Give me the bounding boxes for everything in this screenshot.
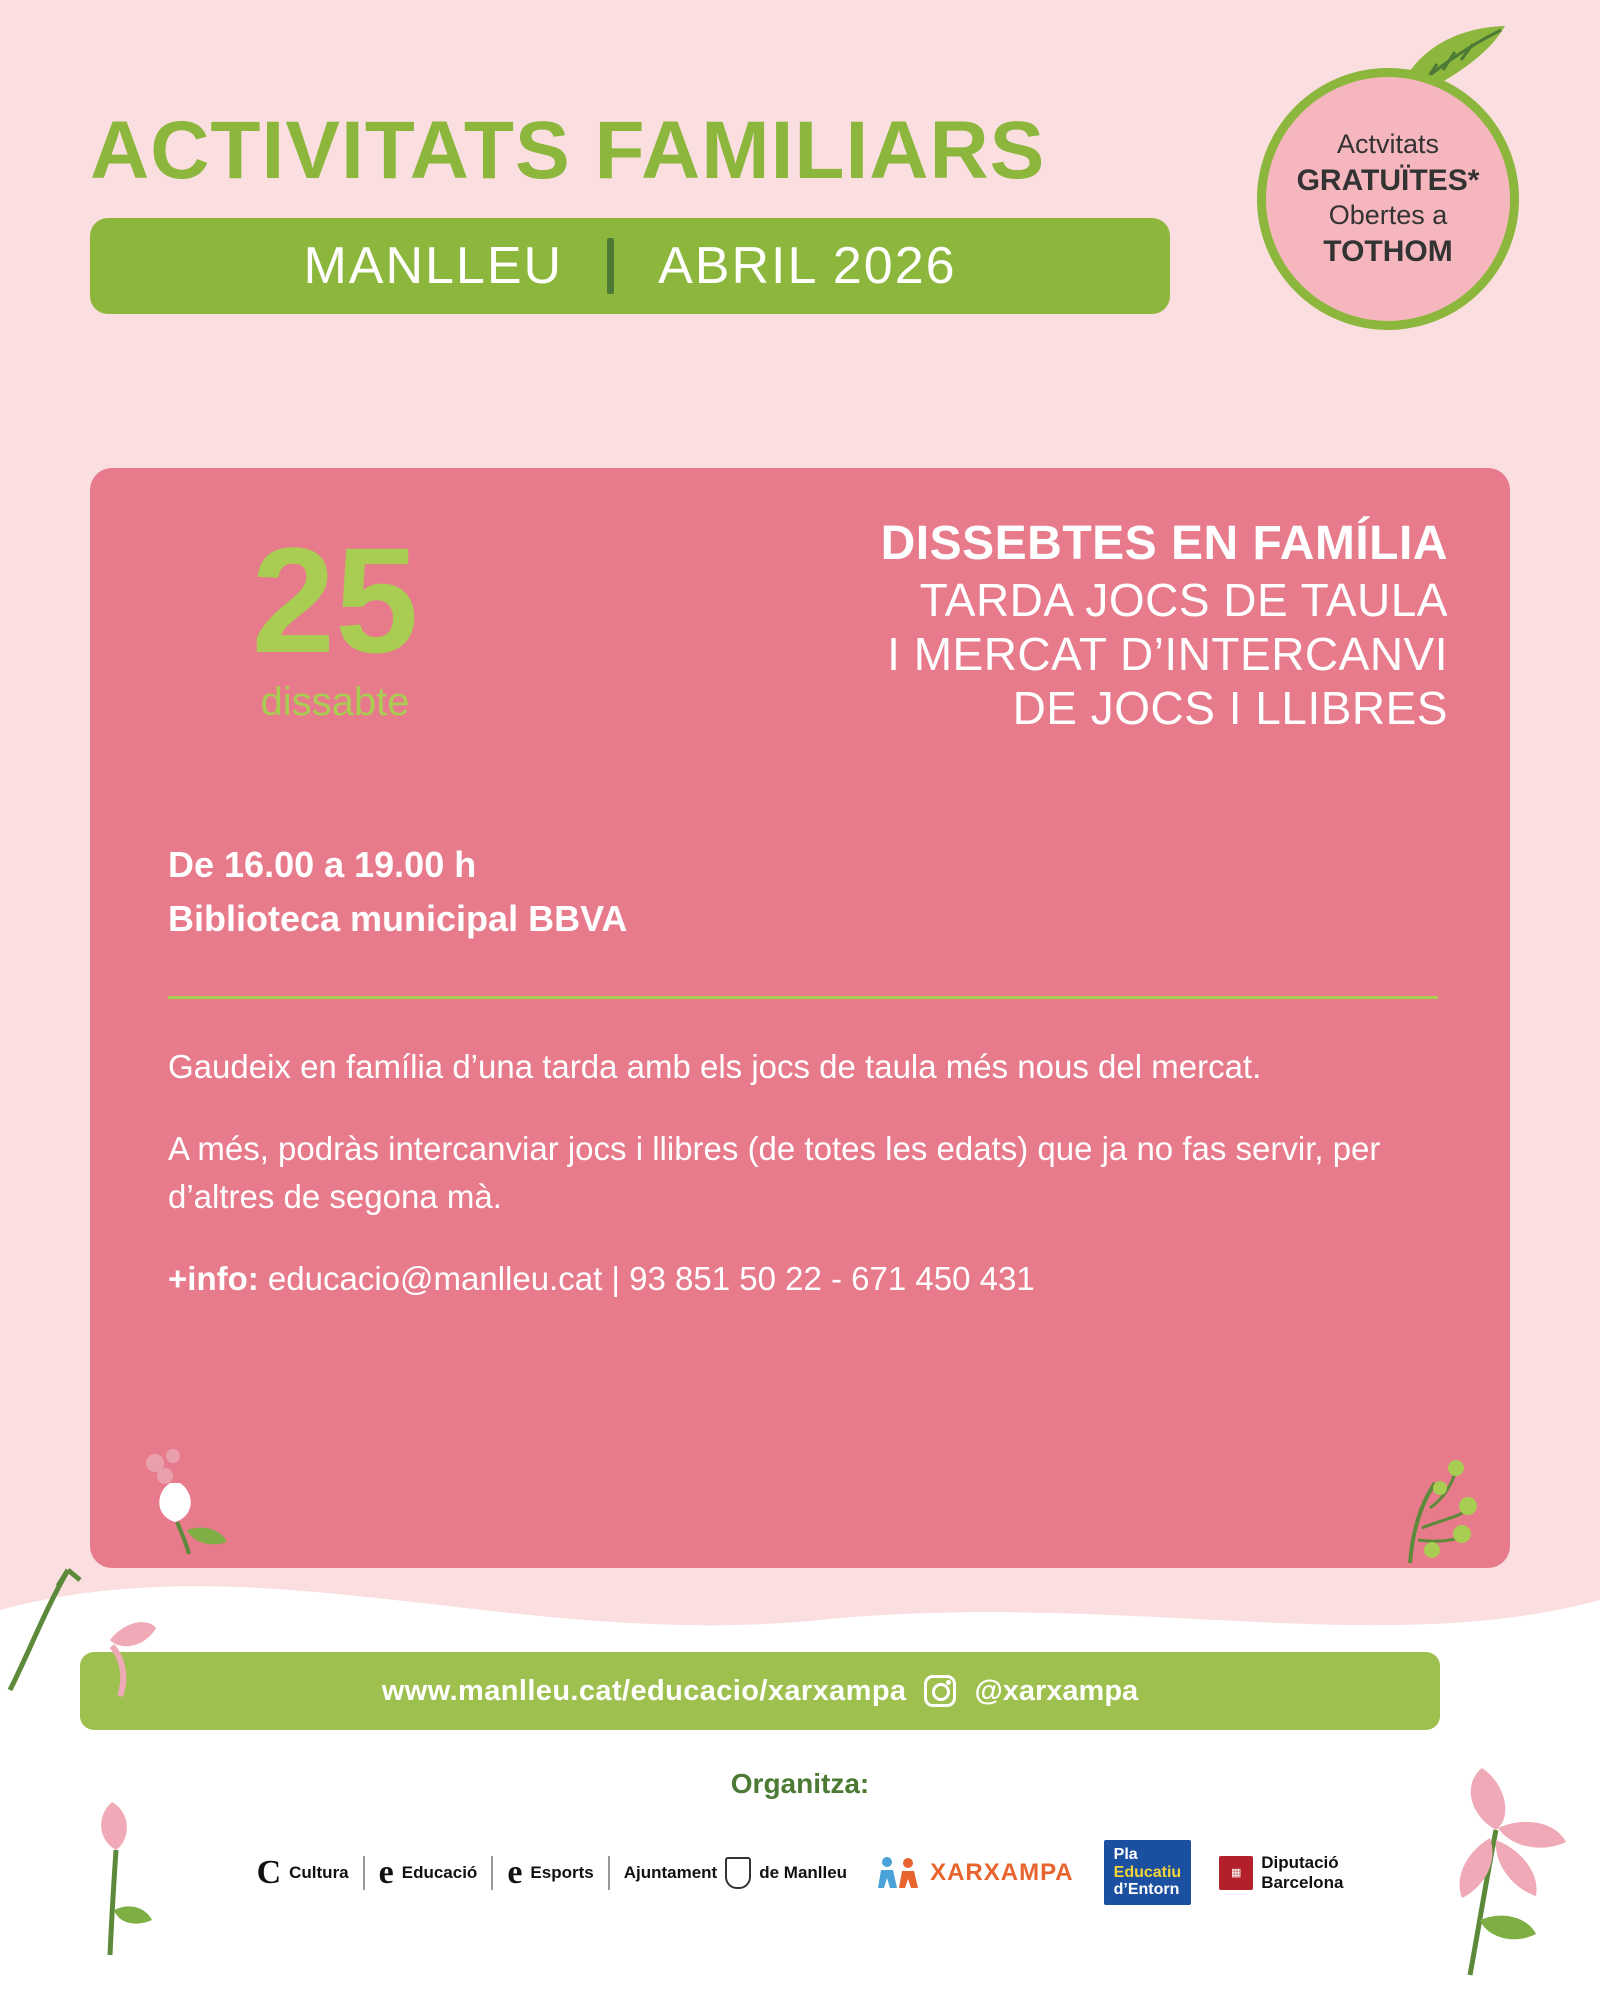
event-title-line2: TARDA JOCS DE TAULA [919, 573, 1448, 626]
logo-educacio [365, 1853, 492, 1891]
event-title-main: DISSEBTES EN FAMÍLIA [880, 517, 1448, 570]
date-label: ABRIL 2026 [658, 237, 957, 295]
logo-xarxampa [861, 1854, 1090, 1892]
pla-line-1: Pla [1113, 1846, 1138, 1864]
event-when [168, 838, 627, 946]
instagram-handle[interactable]: @xarxampa [974, 1674, 1139, 1707]
logo-pla-educatiu-entorn [1104, 1840, 1192, 1905]
shield-icon [725, 1857, 751, 1889]
card-divider [168, 996, 1438, 999]
instagram-icon[interactable] [924, 1675, 956, 1707]
event-description [168, 1043, 1458, 1336]
info-value: educacio@manlleu.cat | 93 851 50 22 - 671 450 431 [267, 1259, 1035, 1297]
day-number: 25 [251, 516, 419, 684]
diputacio-line-2: Barcelona [1261, 1872, 1344, 1892]
tulip-decoration-icon [70, 1790, 180, 1960]
event-place: Biblioteca municipal BBVA [168, 898, 628, 939]
diputacio-line-1: Diputació [1261, 1853, 1339, 1873]
subtitle-bar [90, 218, 1170, 314]
badge-line-2: GRATUÏTES* [1296, 163, 1480, 197]
educacio-label: Educació [401, 1862, 478, 1882]
logo-diputacio-barcelona [1205, 1853, 1357, 1892]
day-name: dissabte [260, 680, 410, 724]
organizer-logos [0, 1840, 1600, 1905]
website-url[interactable]: www.manlleu.cat/educacio/xarxampa [381, 1674, 907, 1707]
organizers-label: Organitza: [730, 1768, 870, 1799]
city-label: MANLLEU [303, 237, 564, 295]
badge-line-4: TOTHOM [1323, 234, 1453, 268]
logo-esports [493, 1853, 607, 1891]
event-time: De 16.00 a 19.00 h [168, 844, 477, 885]
event-paragraph-1: Gaudeix en família d’una tarda amb els jocs de taula més nous del mercat. [168, 1048, 1262, 1085]
page-title: ACTIVITATS FAMILIARS [90, 105, 1046, 196]
free-activities-badge [1245, 20, 1545, 350]
event-date-block [170, 516, 500, 725]
website-bar[interactable] [80, 1652, 1440, 1730]
event-paragraph-2: A més, podràs intercanviar jocs i llibres (de totes les edats) que ja no fas servir, per d’altres de segona mà. [168, 1129, 1381, 1215]
logo-cultura [243, 1853, 363, 1891]
logo-ajuntament [610, 1857, 861, 1889]
info-label: +info: [168, 1259, 259, 1297]
diputacio-crest-icon: ▦ [1219, 1856, 1253, 1890]
cultura-glyph-icon: C [256, 1853, 282, 1891]
left-flower-decoration-icon [0, 1500, 170, 1700]
event-titles [658, 516, 1448, 735]
badge-line-1: Actvitats [1336, 128, 1440, 159]
badge-line-3: Obertes a [1328, 200, 1448, 230]
educacio-glyph-icon: e [378, 1853, 394, 1891]
event-title-line4: DE JOCS I LLIBRES [1012, 682, 1448, 735]
esports-glyph-icon: e [507, 1853, 523, 1891]
xarxampa-label: XARXAMPA [930, 1858, 1074, 1886]
cultura-label: Cultura [289, 1862, 349, 1882]
pla-line-2: Educatiu [1113, 1863, 1182, 1881]
pla-line-3: d’Entorn [1113, 1881, 1180, 1899]
divider [607, 238, 614, 294]
badge-circle [1257, 68, 1519, 330]
right-flower-decoration-icon [1370, 1720, 1590, 1980]
event-card [90, 468, 1510, 1568]
poster-header [90, 105, 1190, 314]
manlleu-label: de Manlleu [759, 1862, 848, 1882]
event-title-line3: I MERCAT D’INTERCANVI [887, 627, 1448, 680]
ajuntament-label: Ajuntament [623, 1862, 718, 1882]
wave-background [0, 1530, 1600, 2000]
event-contact-line [168, 1255, 1458, 1303]
esports-label: Esports [530, 1862, 594, 1882]
people-icon [877, 1854, 923, 1892]
